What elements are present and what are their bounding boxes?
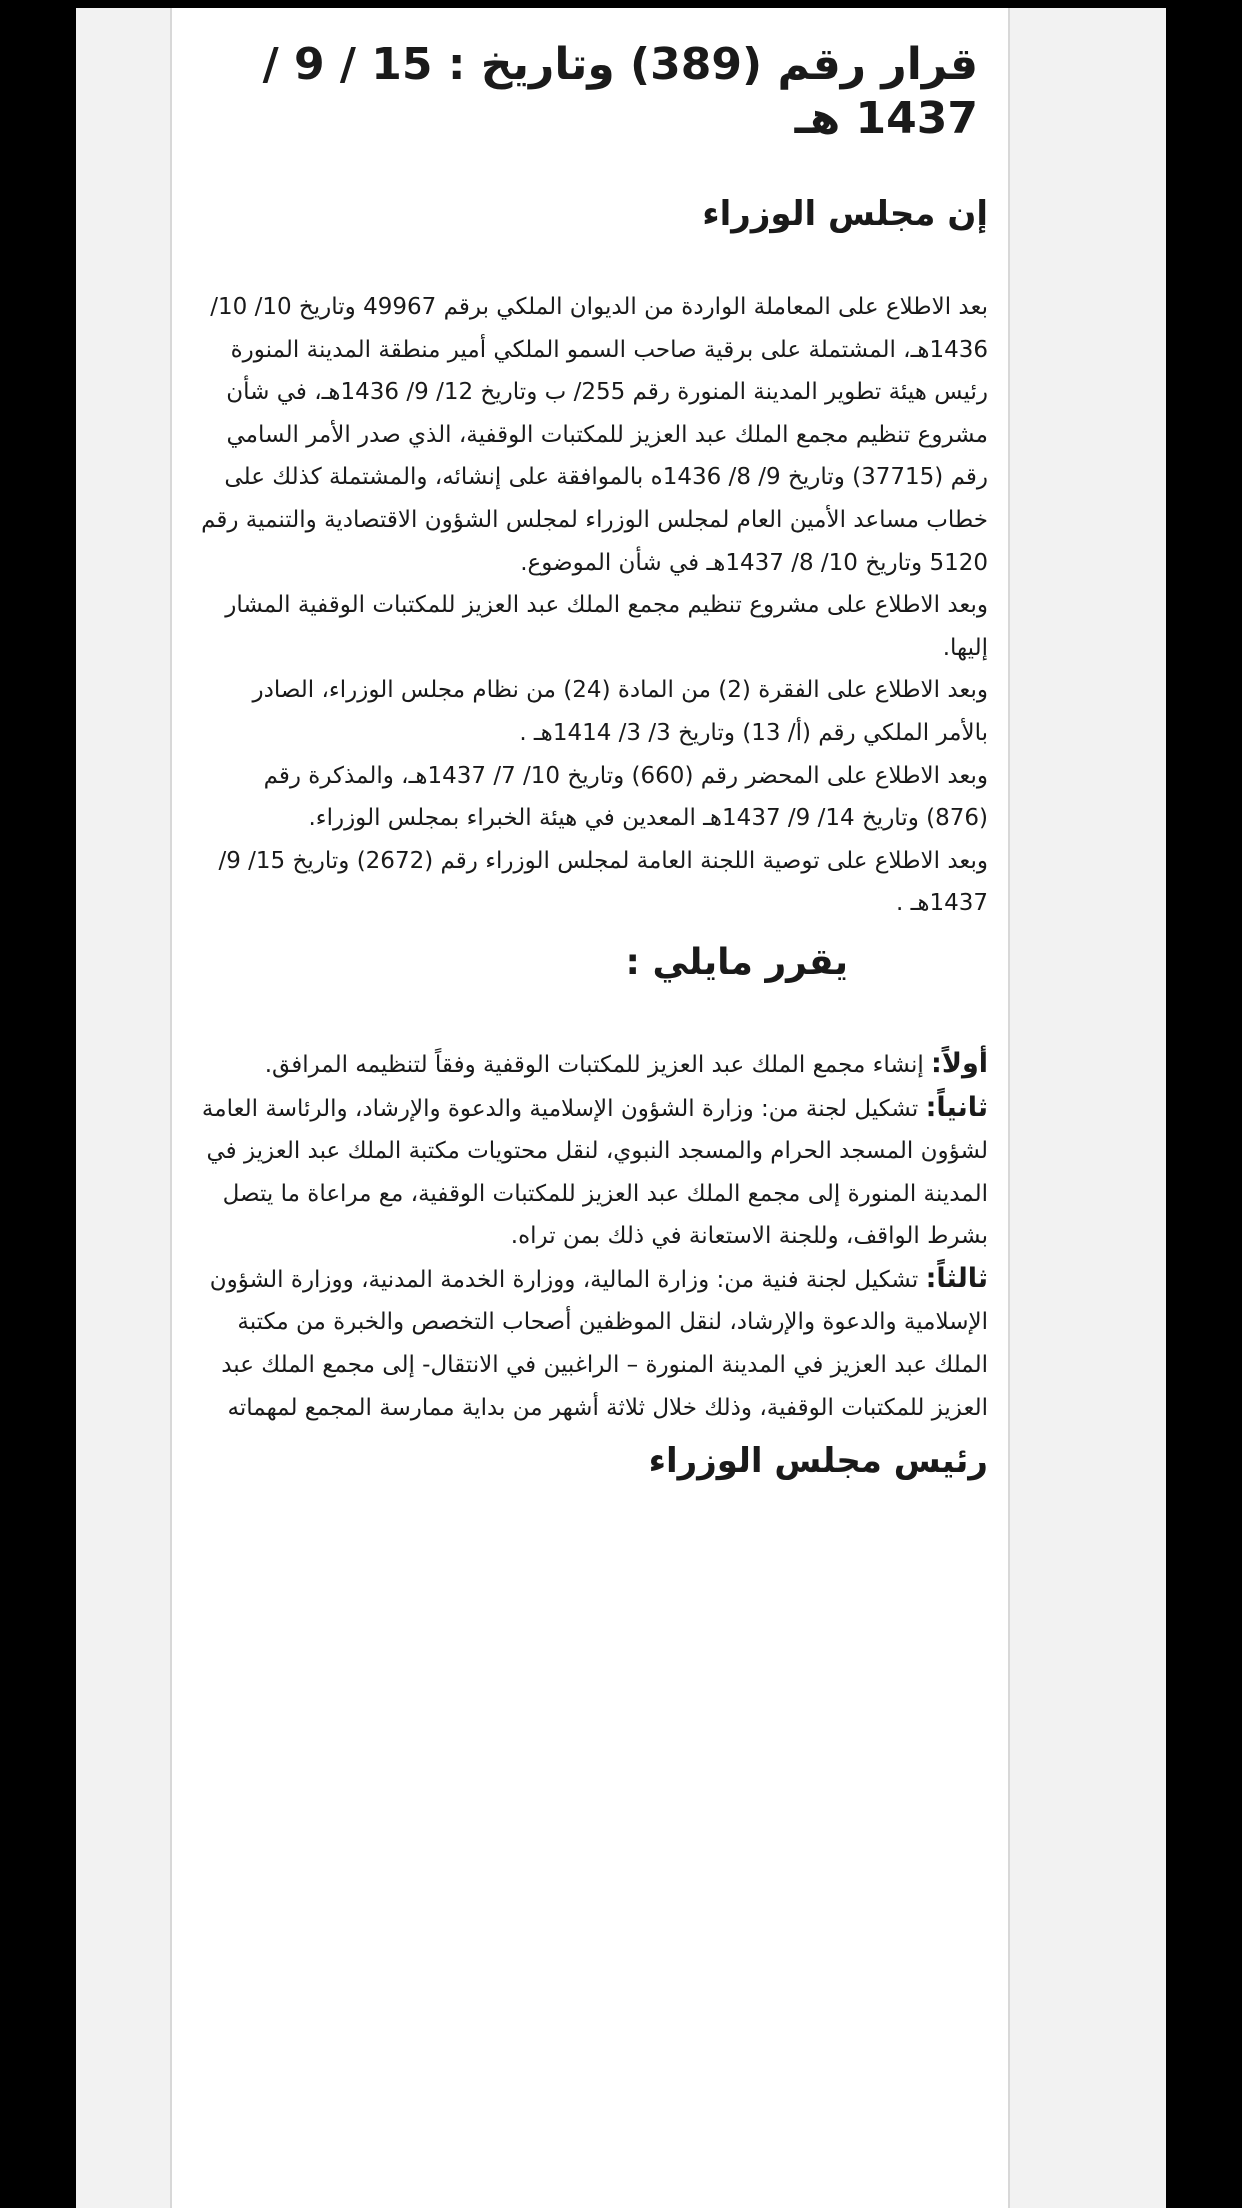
decision-item-first xyxy=(196,1043,988,1087)
council-heading: إن مجلس الوزراء xyxy=(702,194,988,234)
decision-items xyxy=(196,1043,988,1429)
decision-item-third xyxy=(196,1258,988,1429)
preamble-paragraph: وبعد الاطلاع على الفقرة (2) من المادة (24) من نظام مجلس الوزراء، الصادر بالأمر الملكي رقم (أ/ 13) وتاريخ 3/ 3/ 1414هـ . xyxy=(252,677,988,746)
decision-item-second xyxy=(196,1087,988,1258)
preamble-paragraph: وبعد الاطلاع على مشروع تنظيم مجمع الملك عبد العزيز للمكتبات الوقفية المشار إليها. xyxy=(225,592,988,661)
decision-document xyxy=(196,8,988,1485)
item-lead: ثانياً: xyxy=(925,1091,988,1123)
document-page[interactable] xyxy=(170,8,1010,2208)
item-lead: أولاً: xyxy=(931,1047,988,1079)
signature-line: رئيس مجلس الوزراء xyxy=(648,1441,988,1482)
item-lead: ثالثاً: xyxy=(925,1262,988,1294)
preamble-paragraph: بعد الاطلاع على المعاملة الواردة من الديوان الملكي برقم 49967 وتاريخ 10/ 10/ 1436هـ، المشتملة على برقية صاحب السمو الملكي أمير منطقة المدينة المنورة رئيس هيئة تطوير المدينة المنورة رقم 255/ ب وتاريخ 12/ 9/ 1436هـ، في شأن مشروع تنظيم مجمع الملك عبد العزيز للمكتبات الوقفية، الذي صدر الأمر السامي رقم (37715) وتاريخ 9/ 8/ 1436ه بالموافقة على إنشائه، والمشتملة كذلك على خطاب مساعد الأمين العام لمجلس الوزراء لمجلس الشؤون الاقتصادية والتنمية رقم 5120 وتاريخ 10/ 8/ 1437هـ في شأن الموضوع. xyxy=(201,294,988,576)
item-text: تشكيل لجنة فنية من: وزارة المالية، ووزارة الخدمة المدنية، ووزارة الشؤون الإسلامية والدعوة والإرشاد، لنقل الموظفين أصحاب التخصص والخبرة من مكتبة الملك عبد العزيز في المدينة المنورة – الراغبين في الانتقال- إلى مجمع الملك عبد العزيز للمكتبات الوقفية، وذلك خلال ثلاثة أشهر من بداية ممارسة المجمع لمهماته xyxy=(209,1266,988,1421)
preamble-paragraph: وبعد الاطلاع على توصية اللجنة العامة لمجلس الوزراء رقم (2672) وتاريخ 15/ 9/ 1437هـ . xyxy=(218,847,988,917)
decision-title: قرار رقم (389) وتاريخ : 15 / 9 / 1437 هـ xyxy=(262,39,978,144)
decides-heading: يقرر مايلي : xyxy=(625,941,848,983)
preamble xyxy=(196,286,988,925)
item-text: تشكيل لجنة من: وزارة الشؤون الإسلامية والدعوة والإرشاد، والرئاسة العامة لشؤون المسجد الحرام والمسجد النبوي، لنقل محتويات مكتبة الملك عبد العزيز في المدينة المنورة إلى مجمع الملك عبد العزيز للمكتبات الوقفية، مع مراعاة ما يتصل بشرط الواقف، وللجنة الاستعانة في ذلك بمن تراه. xyxy=(201,1095,988,1250)
item-text: إنشاء مجمع الملك عبد العزيز للمكتبات الوقفية وفقاً لتنظيمه المرافق. xyxy=(264,1051,932,1078)
preamble-paragraph: وبعد الاطلاع على المحضر رقم (660) وتاريخ 10/ 7/ 1437هـ، والمذكرة رقم (876) وتاريخ 14/ 9/ 1437هـ المعدين في هيئة الخبراء بمجلس الوزراء. xyxy=(263,762,988,832)
